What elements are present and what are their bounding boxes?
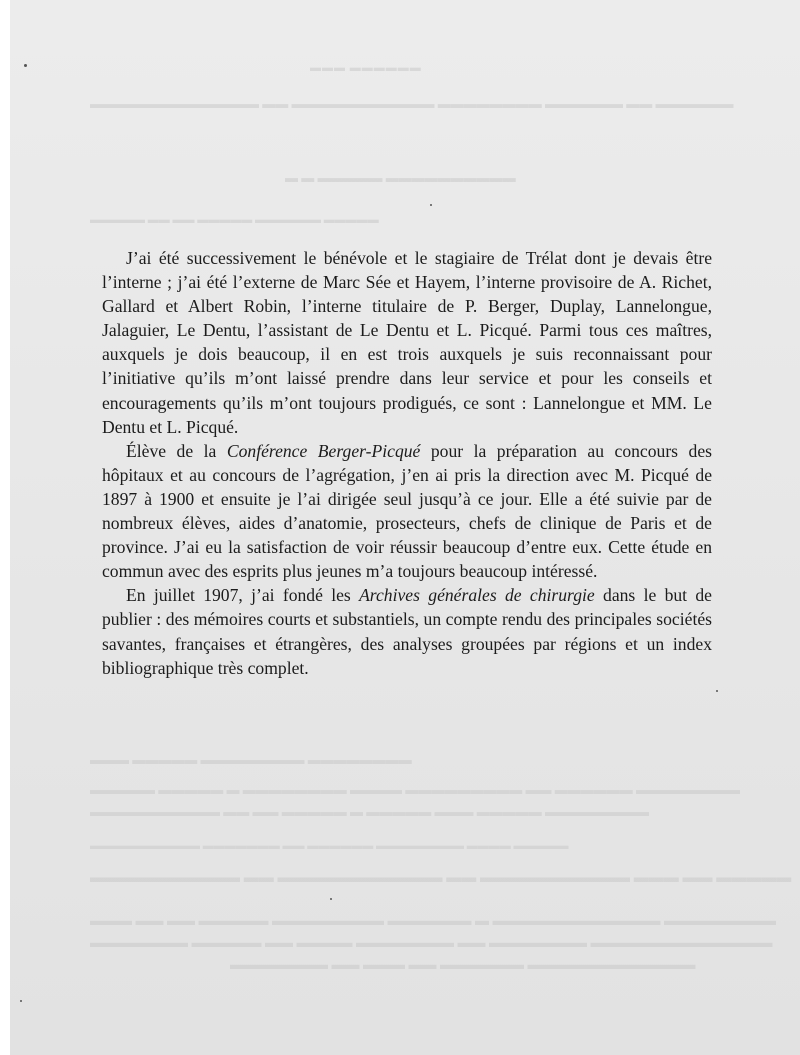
bleed-through-decoration: ▬▬▬▬▬▬▬ ▬▬▬▬▬ ▬▬ ▬▬▬▬ ▬▬▬▬▬▬▬ ▬▬ ▬▬▬▬▬▬▬ ▬▬▬▬▬▬▬▬▬▬▬▬▬ xyxy=(90,936,773,951)
dust-speck xyxy=(716,690,718,692)
paragraph xyxy=(102,246,712,439)
bleed-through-decoration: ▬ ▬ ▬▬▬▬▬ ▬▬▬▬▬▬▬▬▬▬ xyxy=(285,170,516,185)
paragraph-text: En juillet 1907, j’ai fondé les xyxy=(126,585,360,606)
bleed-through-decoration: ▬▬▬ ▬▬ ▬▬ ▬▬▬▬▬ ▬▬▬▬▬▬▬▬ ▬▬▬▬▬▬ ▬ ▬▬▬▬▬▬▬▬▬▬▬▬ ▬▬▬▬▬▬▬▬ xyxy=(90,914,776,929)
dust-speck xyxy=(20,1000,22,1002)
paragraph-text: dans le but de publier : des mémoires courts et substantiels, un compte rendu des principales sociétés savantes, françaises et étrangères, des analyses groupées par régions et un index bibliographique très complet. xyxy=(102,585,712,678)
scanned-page xyxy=(10,0,800,1055)
paragraph xyxy=(102,583,712,679)
dust-speck xyxy=(330,898,332,900)
dust-speck xyxy=(24,64,27,67)
bleed-through-decoration: ▬▬▬▬▬ ▬▬ ▬▬ ▬▬▬▬▬ ▬▬▬▬▬▬ ▬▬▬▬▬ xyxy=(90,214,379,226)
paragraph-text: Élève de la xyxy=(126,440,227,461)
bleed-through-decoration: ▬▬▬ ▬▬▬▬▬ ▬▬▬▬▬▬▬▬ ▬▬▬▬▬▬▬▬ xyxy=(90,752,412,767)
paragraph-text: pour la préparation au concours des hôpitaux et au concours de l’agrégation, j’en ai pris la direction avec M. Picqué de 1897 à 1900 et ensuite je l’ai dirigée seul jusqu’à ce jour. Elle a été suivie par de nombreux élèves, aides d’anatomie, prosecteurs, chefs de clinique de Paris et de province. J’ai eu la satisfaction de voir réussir beaucoup d’entre eux. Cette étude en commun avec des esprits plus jeunes m’a toujours beaucoup intéressé. xyxy=(102,440,712,582)
bleed-through-decoration: ▬▬▬▬▬▬▬▬▬▬ ▬▬ ▬▬▬▬▬▬▬▬▬▬▬ ▬▬ ▬▬▬▬▬▬▬▬▬▬ ▬▬▬ ▬▬ ▬▬▬▬▬ xyxy=(90,870,792,886)
bleed-through-decoration: ▬▬▬ ▬▬▬▬▬▬ xyxy=(310,62,422,74)
body-text xyxy=(102,246,712,680)
bleed-through-decoration: ▬▬▬▬▬▬▬▬▬▬ ▬▬ ▬▬ ▬▬▬▬▬ ▬ ▬▬▬▬▬ ▬▬▬ ▬▬▬▬▬ ▬▬▬▬▬▬▬▬ xyxy=(90,804,649,819)
italic-title: Conférence Berger-Picqué xyxy=(226,440,421,461)
bleed-through-decoration: ▬▬▬▬▬▬▬ ▬▬ ▬▬▬ ▬▬ ▬▬▬▬▬▬ ▬▬▬▬▬▬▬▬▬▬▬▬ xyxy=(230,958,696,973)
italic-title: Archives générales de chirurgie xyxy=(359,585,595,606)
bleed-through-decoration: ▬▬▬▬▬ ▬▬▬▬▬ ▬ ▬▬▬▬▬▬▬▬ ▬▬▬▬ ▬▬▬▬▬▬▬▬▬ ▬▬ ▬▬▬▬▬▬ ▬▬▬▬▬▬▬▬ xyxy=(90,782,740,797)
bleed-through-decoration: ▬▬▬▬▬▬▬▬▬▬ ▬▬▬▬▬▬▬ ▬▬ ▬▬▬▬▬▬ ▬▬▬▬▬▬▬▬ ▬▬▬▬ ▬▬▬▬▬ xyxy=(90,840,569,852)
paragraph xyxy=(102,439,712,584)
bleed-through-decoration: ▬▬▬▬▬▬▬▬▬▬▬▬▬ ▬▬ ▬▬▬▬▬▬▬▬▬▬▬ ▬▬▬▬▬▬▬▬ ▬▬▬▬▬▬ ▬▬ ▬▬▬▬▬▬ xyxy=(90,96,734,111)
dust-speck xyxy=(430,204,432,206)
paragraph-text: J’ai été successivement le bénévole et le stagiaire de Trélat dont je devais être l’interne ; j’ai été l’externe de Marc Sée et Hayem, l’interne provisoire de A. Richet, Gallard et Albert Robin, l’interne titulaire de P. Berger, Duplay, Lannelongue, Jalaguier, Le Dentu, l’assistant de Le Dentu et L. Picqué. Parmi tous ces maîtres, auxquels je dois beaucoup, il en est trois auxquels je suis reconnaissant pour l’initiative qu’ils m’ont laissé prendre dans leur service et pour les conseils et encouragements qu’ils m’ont toujours prodigués, ce sont : Lannelongue et MM. Le Dentu et L. Picqué. xyxy=(102,248,712,437)
